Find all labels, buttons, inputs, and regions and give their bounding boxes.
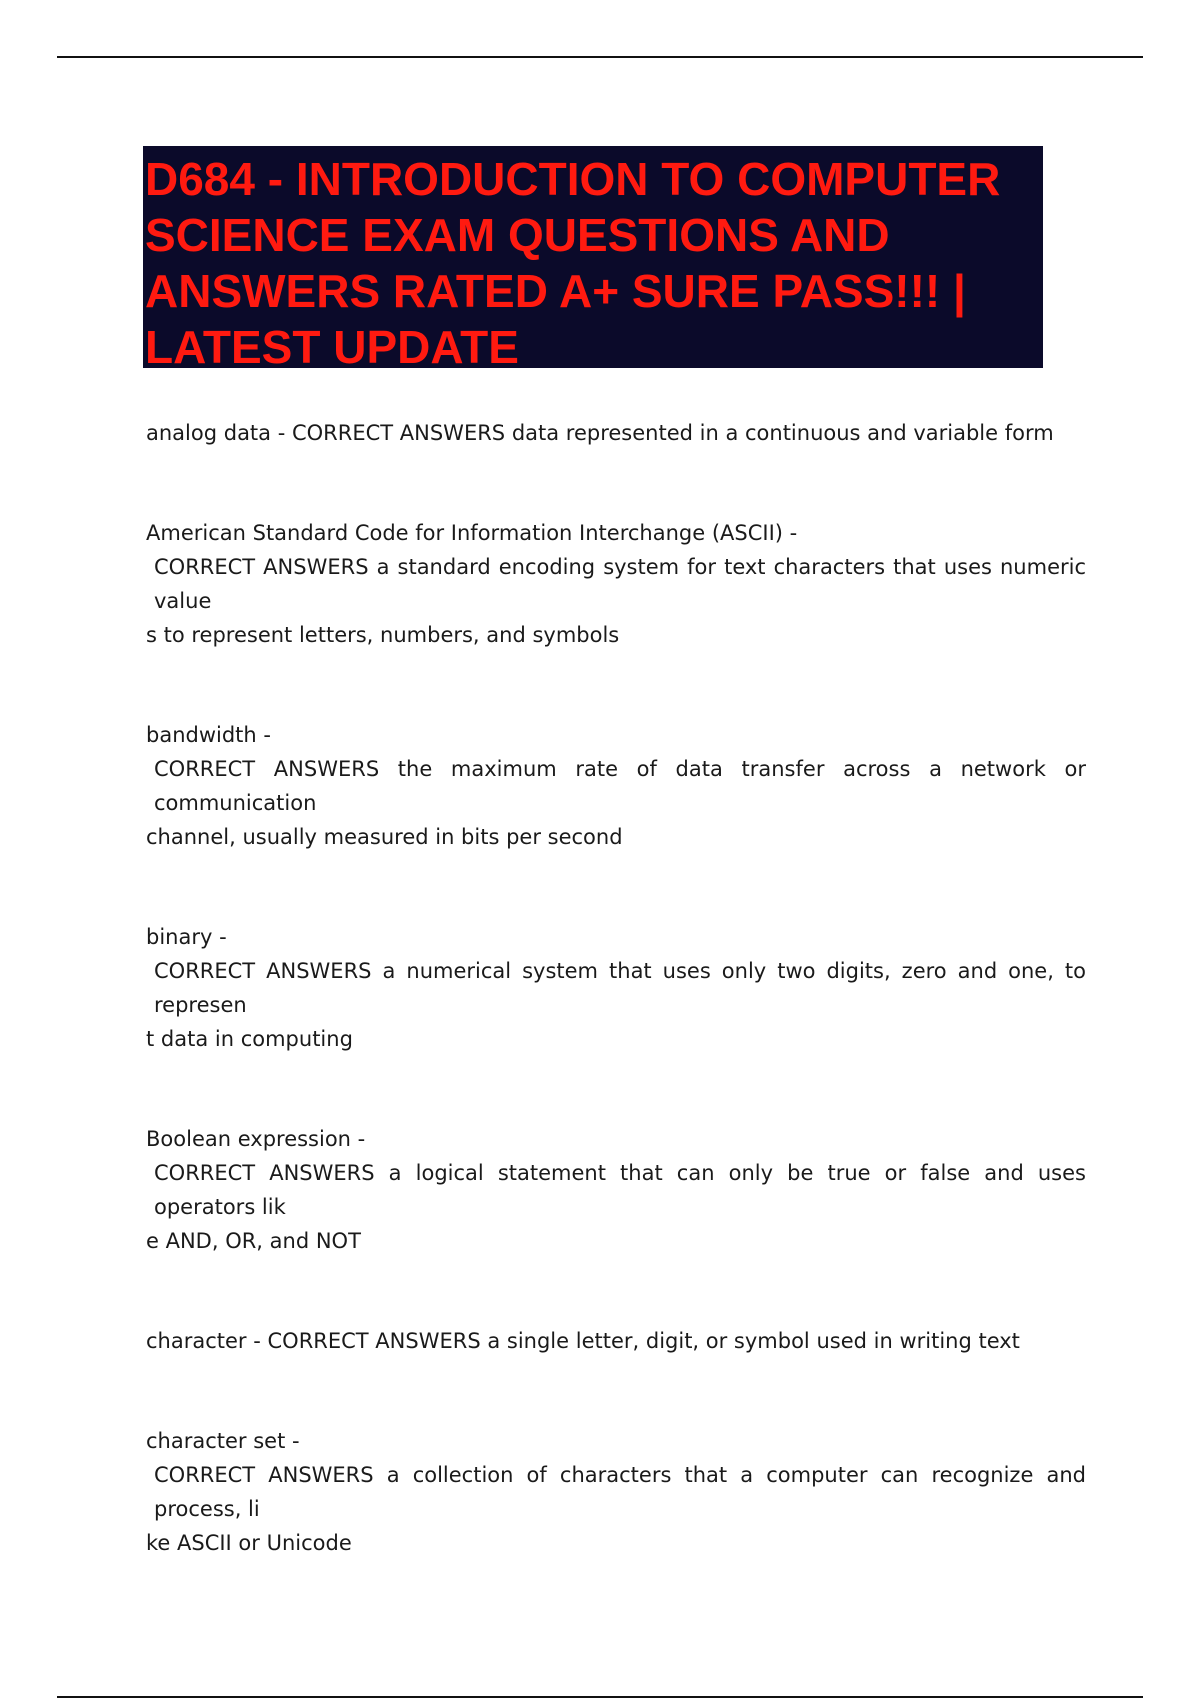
title-banner — [143, 146, 1043, 373]
answer-continuation: e AND, OR, and NOT — [146, 1229, 361, 1253]
answer: CORRECT ANSWERS a numerical system that uses only two digits, zero and one, to represen — [154, 959, 1086, 1017]
answer-continuation: ke ASCII or Unicode — [146, 1531, 352, 1555]
qa-item-binary — [146, 920, 1086, 1056]
qa-item-bandwidth — [146, 718, 1086, 854]
answer-continuation: channel, usually measured in bits per second — [146, 825, 623, 849]
answer: CORRECT ANSWERS a standard encoding system for text characters that uses numeric value — [154, 555, 1086, 613]
term: bandwidth - — [146, 723, 271, 747]
answer: CORRECT ANSWERS a logical statement that can only be true or false and uses operators lik — [154, 1161, 1086, 1219]
term: analog data - — [146, 421, 292, 445]
term: binary - — [146, 925, 227, 949]
term: character - — [146, 1329, 268, 1353]
qa-item-character — [146, 1324, 1086, 1358]
answer: CORRECT ANSWERS a collection of characters that a computer can recognize and process, li — [154, 1463, 1086, 1521]
qa-item-analog-data — [146, 416, 1086, 450]
qa-item-ascii — [146, 516, 1086, 652]
answer: CORRECT ANSWERS data represented in a continuous and variable form — [291, 421, 1054, 445]
answer-continuation: s to represent letters, numbers, and symbols — [146, 623, 620, 647]
top-rule — [57, 56, 1143, 58]
qa-item-character-set — [146, 1424, 1086, 1560]
qa-item-boolean-expression — [146, 1122, 1086, 1258]
answer: CORRECT ANSWERS the maximum rate of data transfer across a network or communication — [154, 757, 1086, 815]
term: character set - — [146, 1429, 300, 1453]
document-title: D684 - INTRODUCTION TO COMPUTER SCIENCE EXAM QUESTIONS AND ANSWERS RATED A+ SURE PASS!!! | LATEST UPDATE — [145, 153, 1001, 373]
term: American Standard Code for Information Interchange (ASCII) - — [146, 521, 798, 545]
bottom-rule — [57, 1696, 1143, 1698]
answer-continuation: t data in computing — [146, 1027, 353, 1051]
term: Boolean expression - — [146, 1127, 366, 1151]
qa-list — [146, 416, 1086, 1560]
answer: CORRECT ANSWERS a single letter, digit, or symbol used in writing text — [267, 1329, 1020, 1353]
